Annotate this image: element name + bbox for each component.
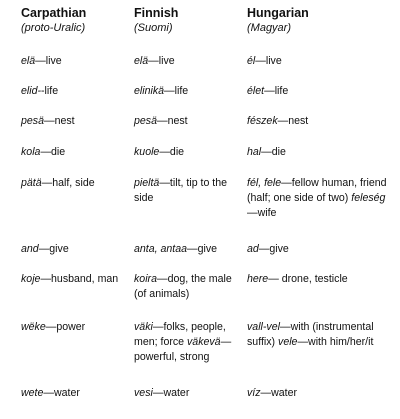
column-subheader-carpathian: (proto-Uralic) bbox=[21, 22, 86, 34]
carpathian-gloss: —water bbox=[43, 387, 80, 399]
hungarian-gloss: —die bbox=[261, 146, 286, 158]
cell-carpathian bbox=[21, 386, 133, 401]
cell-finnish bbox=[134, 145, 246, 160]
carpathian-word: wëke bbox=[21, 321, 46, 333]
finnish-gloss: —water bbox=[152, 387, 190, 399]
finnish-gloss: —nest bbox=[156, 115, 188, 127]
finnish-word: pesä bbox=[134, 115, 157, 127]
carpathian-word: and bbox=[21, 243, 39, 255]
cell-hungarian bbox=[247, 272, 397, 287]
carpathian-gloss: —give bbox=[38, 243, 69, 255]
cell-finnish bbox=[134, 272, 242, 302]
hungarian-gloss-2: —with him/her/it bbox=[297, 336, 374, 348]
carpathian-word: kola bbox=[21, 146, 41, 158]
hungarian-word: élet bbox=[247, 85, 265, 97]
carpathian-gloss: -life bbox=[41, 85, 59, 97]
finnish-word-2: väkevä bbox=[187, 336, 221, 348]
cell-hungarian bbox=[247, 84, 397, 99]
hungarian-word: vall-vel bbox=[247, 321, 280, 333]
hungarian-gloss-2: —wife bbox=[247, 207, 277, 219]
finnish-gloss: —live bbox=[148, 55, 175, 67]
carpathian-word: koje bbox=[21, 273, 41, 285]
column-subheader-finnish: (Suomi) bbox=[134, 22, 173, 34]
carpathian-gloss: —live bbox=[35, 55, 62, 67]
carpathian-word: wete bbox=[21, 387, 44, 399]
finnish-word: kuole bbox=[134, 146, 160, 158]
finnish-gloss: —tilt, tip to the side bbox=[134, 177, 228, 204]
hungarian-word: fészek bbox=[247, 115, 278, 127]
hungarian-word: fél, fele bbox=[247, 177, 282, 189]
carpathian-word: pesä bbox=[21, 115, 44, 127]
finnish-gloss: —dog, the male (of animals) bbox=[134, 273, 232, 300]
cell-carpathian bbox=[21, 54, 133, 69]
cell-hungarian bbox=[247, 114, 397, 129]
cell-hungarian bbox=[247, 242, 397, 257]
cell-carpathian bbox=[21, 272, 133, 287]
hungarian-word: hal bbox=[247, 146, 262, 158]
cell-hungarian bbox=[247, 176, 393, 221]
hungarian-gloss: — drone, testicle bbox=[268, 273, 348, 285]
hungarian-gloss: —life bbox=[264, 85, 289, 97]
finnish-word: elinikä bbox=[134, 85, 165, 97]
carpathian-gloss: —power bbox=[45, 321, 86, 333]
hungarian-word-2: feleség bbox=[351, 192, 386, 204]
cell-finnish bbox=[134, 320, 244, 365]
carpathian-gloss: —husband, man bbox=[40, 273, 119, 285]
carpathian-word: elä bbox=[21, 55, 36, 67]
hungarian-word: él bbox=[247, 55, 256, 67]
cell-finnish bbox=[134, 386, 246, 401]
cell-finnish bbox=[134, 114, 246, 129]
cell-finnish bbox=[134, 176, 242, 206]
hungarian-gloss: —live bbox=[255, 55, 282, 67]
finnish-word: koira bbox=[134, 273, 157, 285]
cell-finnish bbox=[134, 54, 246, 69]
finnish-word: elä bbox=[134, 55, 149, 67]
column-header-finnish: Finnish bbox=[134, 6, 179, 20]
cell-hungarian bbox=[247, 145, 397, 160]
finnish-gloss-2: —powerful, strong bbox=[134, 336, 232, 363]
hungarian-gloss: —give bbox=[258, 243, 289, 255]
cell-hungarian bbox=[247, 386, 397, 401]
finnish-gloss: —life bbox=[164, 85, 189, 97]
carpathian-gloss: —half, side bbox=[41, 177, 95, 189]
carpathian-gloss: —die bbox=[40, 146, 66, 158]
hungarian-word: ad bbox=[247, 243, 259, 255]
cell-carpathian bbox=[21, 145, 133, 160]
finnish-word: anta, antaa bbox=[134, 243, 188, 255]
cell-carpathian bbox=[21, 176, 133, 191]
finnish-word: väki bbox=[134, 321, 153, 333]
cell-carpathian bbox=[21, 114, 133, 129]
hungarian-gloss: —water bbox=[260, 387, 298, 399]
cell-finnish bbox=[134, 242, 246, 257]
cell-carpathian bbox=[21, 242, 133, 257]
carpathian-word: elid- bbox=[21, 85, 42, 97]
finnish-word: vesi bbox=[134, 387, 153, 399]
column-subheader-hungarian: (Magyar) bbox=[247, 22, 292, 34]
hungarian-word: here bbox=[247, 273, 269, 285]
finnish-word: pieltä bbox=[134, 177, 160, 189]
finnish-gloss: —folks, people, men; force bbox=[134, 321, 226, 348]
hungarian-gloss: —with (instrumental suffix) bbox=[247, 321, 374, 348]
hungarian-gloss: —nest bbox=[277, 115, 309, 127]
carpathian-gloss: —nest bbox=[43, 115, 75, 127]
cell-carpathian bbox=[21, 320, 133, 335]
cell-carpathian bbox=[21, 84, 133, 99]
carpathian-word: pätä bbox=[21, 177, 42, 189]
column-header-hungarian: Hungarian bbox=[247, 6, 309, 20]
hungarian-word-2: vele bbox=[278, 336, 298, 348]
cell-hungarian bbox=[247, 54, 397, 69]
cell-hungarian bbox=[247, 320, 393, 350]
cell-finnish bbox=[134, 84, 246, 99]
column-header-carpathian: Carpathian bbox=[21, 6, 87, 20]
hungarian-word: víz bbox=[247, 387, 261, 399]
finnish-gloss: —die bbox=[159, 146, 185, 158]
hungarian-gloss: —fellow human, friend (half; one side of two) bbox=[247, 177, 387, 204]
finnish-gloss: —give bbox=[187, 243, 218, 255]
